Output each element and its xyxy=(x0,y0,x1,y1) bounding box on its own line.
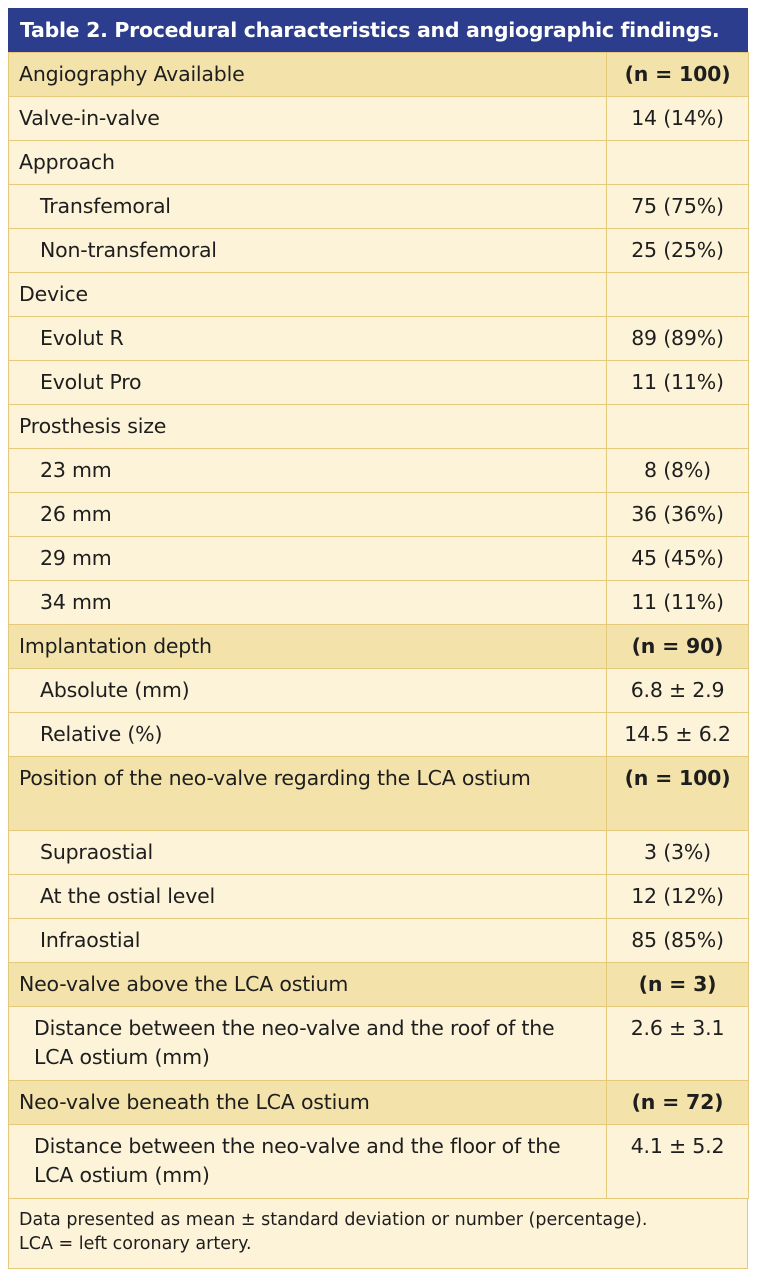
row-value: 85 (85%) xyxy=(607,919,749,963)
table-row xyxy=(9,713,749,757)
table-row xyxy=(9,405,749,449)
row-value: 36 (36%) xyxy=(607,493,749,537)
row-value: (n = 90) xyxy=(607,625,749,669)
row-label: Neo-valve beneath the LCA ostium xyxy=(9,1081,607,1125)
row-value: 89 (89%) xyxy=(607,317,749,361)
row-label: Device xyxy=(9,273,607,317)
table-row xyxy=(9,185,749,229)
row-label: Supraostial xyxy=(9,831,607,875)
row-value: 8 (8%) xyxy=(607,449,749,493)
footnote-line: LCA = left coronary artery. xyxy=(19,1234,252,1254)
row-label: Relative (%) xyxy=(9,713,607,757)
row-label: Distance between the neo-valve and the floor of the LCA ostium (mm) xyxy=(9,1125,607,1199)
table-row xyxy=(9,963,749,1007)
table-row xyxy=(9,919,749,963)
row-value: 2.6 ± 3.1 xyxy=(607,1007,749,1081)
row-label: Implantation depth xyxy=(9,625,607,669)
row-label: 23 mm xyxy=(9,449,607,493)
row-value: 12 (12%) xyxy=(607,875,749,919)
table-row xyxy=(9,757,749,831)
table-container xyxy=(8,8,748,1269)
row-value: 45 (45%) xyxy=(607,537,749,581)
characteristics-table xyxy=(8,52,749,1199)
row-label: 29 mm xyxy=(9,537,607,581)
row-value: (n = 72) xyxy=(607,1081,749,1125)
table-row xyxy=(9,273,749,317)
table-row xyxy=(9,361,749,405)
table-title: Table 2. Procedural characteristics and angiographic findings. xyxy=(8,8,748,52)
row-label: Position of the neo-valve regarding the LCA ostium xyxy=(9,757,607,831)
row-label: Evolut R xyxy=(9,317,607,361)
row-label: Neo-valve above the LCA ostium xyxy=(9,963,607,1007)
table-footnote xyxy=(8,1199,748,1269)
row-label: At the ostial level xyxy=(9,875,607,919)
row-label: Angiography Available xyxy=(9,53,607,97)
row-value: 6.8 ± 2.9 xyxy=(607,669,749,713)
table-row xyxy=(9,581,749,625)
row-label: 26 mm xyxy=(9,493,607,537)
table-row xyxy=(9,669,749,713)
table-row xyxy=(9,831,749,875)
row-value: 75 (75%) xyxy=(607,185,749,229)
table-row xyxy=(9,537,749,581)
table-row xyxy=(9,229,749,273)
row-value: 11 (11%) xyxy=(607,361,749,405)
table-row xyxy=(9,875,749,919)
row-value: (n = 100) xyxy=(607,53,749,97)
row-value: (n = 3) xyxy=(607,963,749,1007)
row-value: 3 (3%) xyxy=(607,831,749,875)
table-row xyxy=(9,97,749,141)
table-row xyxy=(9,449,749,493)
row-label: Infraostial xyxy=(9,919,607,963)
row-label: Distance between the neo-valve and the roof of the LCA ostium (mm) xyxy=(9,1007,607,1081)
row-value: 4.1 ± 5.2 xyxy=(607,1125,749,1199)
table-row xyxy=(9,493,749,537)
row-label: Non-transfemoral xyxy=(9,229,607,273)
row-value: 11 (11%) xyxy=(607,581,749,625)
row-label: Valve-in-valve xyxy=(9,97,607,141)
row-value: (n = 100) xyxy=(607,757,749,831)
table-row xyxy=(9,1081,749,1125)
row-label: Approach xyxy=(9,141,607,185)
row-value xyxy=(607,273,749,317)
row-value: 25 (25%) xyxy=(607,229,749,273)
row-value: 14 (14%) xyxy=(607,97,749,141)
row-label: Transfemoral xyxy=(9,185,607,229)
row-label: Evolut Pro xyxy=(9,361,607,405)
row-value xyxy=(607,405,749,449)
table-row xyxy=(9,1007,749,1081)
footnote-line: Data presented as mean ± standard deviation or number (percentage). xyxy=(19,1210,648,1230)
row-label: 34 mm xyxy=(9,581,607,625)
table-row xyxy=(9,625,749,669)
table-row xyxy=(9,141,749,185)
table-row xyxy=(9,1125,749,1199)
table-row xyxy=(9,53,749,97)
row-value: 14.5 ± 6.2 xyxy=(607,713,749,757)
row-label: Prosthesis size xyxy=(9,405,607,449)
row-label: Absolute (mm) xyxy=(9,669,607,713)
row-value xyxy=(607,141,749,185)
table-row xyxy=(9,317,749,361)
